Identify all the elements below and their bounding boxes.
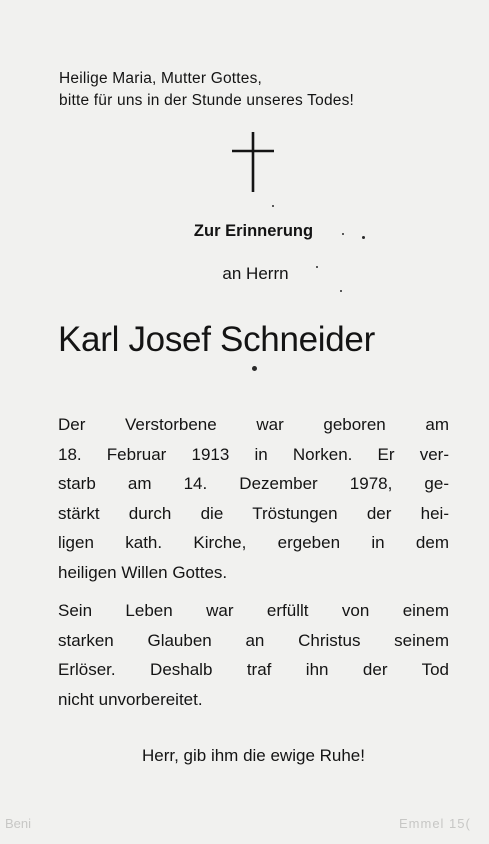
prayer-text [59, 68, 459, 112]
an-herrn-text: an Herrn [222, 264, 289, 283]
bio-line: starken Glauben an Christus seinem [58, 630, 449, 650]
ink-speck [316, 266, 318, 268]
ink-speck [252, 366, 257, 371]
ink-speck [362, 236, 365, 239]
bio-paragraph-1 [58, 410, 449, 587]
prayer-line-2: bitte für uns in der Stunde unseres Todes! [59, 92, 355, 109]
cross-icon [228, 131, 278, 193]
bio-line: 18. Februar 1913 in Norken. Er ver- [58, 444, 449, 464]
printer-mark-left: Beni [5, 816, 32, 831]
prayer-line-1: Heilige Maria, Mutter Gottes, [59, 70, 263, 87]
bio-line: ligen kath. Kirche, ergeben in dem [58, 533, 449, 552]
printer-mark-right: Emmel 15( [399, 816, 471, 831]
closing-prayer: Herr, gib ihm die ewige Ruhe! [141, 746, 365, 765]
ink-speck [272, 205, 274, 207]
bio-line: Der Verstorbene war geboren am [58, 415, 449, 434]
in-memory-heading: Zur Erinnerung [193, 222, 314, 240]
bio-line: nicht unvorbereitet. [58, 689, 203, 709]
ink-speck [342, 233, 344, 235]
bio-line: starb am 14. Dezember 1978, ge- [58, 474, 449, 493]
ink-speck [340, 290, 342, 292]
bio-line: Erlöser. Deshalb traf ihn der Tod [58, 660, 449, 679]
bio-line: heiligen Willen Gottes. [58, 562, 228, 582]
deceased-name: Karl Josef Schneider [58, 320, 375, 359]
bio-line: stärkt durch die Tröstungen der hei- [58, 503, 449, 523]
bio-line: Sein Leben war erfüllt von einem [58, 601, 449, 620]
bio-paragraph-2 [58, 596, 449, 714]
